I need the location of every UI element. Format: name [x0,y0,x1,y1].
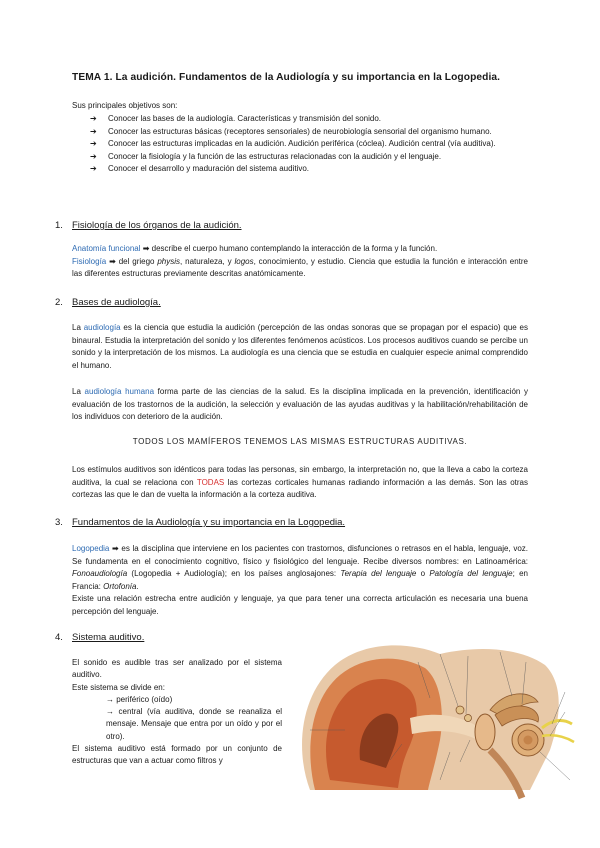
section-1-body: Anatomía funcional ➡ describe el cuerpo humano contemplando la interacción de la forma y la función. Fisiología ➡ del griego physis, naturaleza, y logos, conocimiento, y estudio. Ciencia que estudia la función e interacción entre las diferentes estructuras previamente descritas anatómicamente. [72,244,528,278]
section-3-para-1: Logopedia ➡ es la disciplina que interviene en los pacientes con trastornos, disfunciones o retrasos en el habla, lenguaje, voz. Se fundamenta en el conocimiento cognitivo, físico y fisiológico del lenguaje. Recibe diversos nombres: en Latinoamérica: Fonoaudiología (Logopedia + Audiología); en los países anglosajones: Terapia del lenguaje o Patología del lenguaje; en Francia: Ortofonía. Existe una relación estrecha entre audición y lenguaje, ya que para tener una correcta articulación es necesaria una buena percepción del lenguaje. [72,544,529,616]
term-audiologia-humana: audiología humana [84,387,155,396]
list-item: ➔ Conocer las estructuras implicadas en la audición. Audición periférica (cóclea). Audición central (vía auditiva). [90,138,530,151]
page-title: TEMA 1. La audición. Fundamentos de la Audiología y su importancia en la Logopedia. [72,72,501,83]
term-fisiologia: Fisiología [72,256,107,266]
term-anatomia: Anatomía funcional [72,244,141,253]
section-4-body: El sonido es audible tras ser analizado por el sistema auditivo. Este sistema se divide en: → periférico (oído) → central (vía auditiva, donde se reanaliza el mensaje. Mensaje que entra por un oído y por el otro). El sistema auditivo está formado por un conjunto de estructuras que van a actuar como filtros y [72,658,282,766]
term-audiologia: audiología [83,323,121,332]
section-2-heading: 2. Bases de audiología. [55,297,161,308]
section-3-heading: 3. Fundamentos de la Audiología y su importancia en la Logopedia. [55,517,346,528]
section-3-para-2: Existe una relación estrecha entre audición y lenguaje, ya que para tener una correcta articulación es necesaria una buena percepción del lenguaje. [72,594,528,616]
term-logopedia: Logopedia [72,544,110,553]
arrow-icon: ➡ [112,544,119,553]
objectives-intro: Sus principales objetivos son: [72,101,178,110]
arrow-icon: ➡ [142,244,150,253]
highlight-todas: TODAS [196,477,225,487]
section-2-para-2: La audiología humana forma parte de las ciencias de la salud. Es la disciplina implicada en la prevención, identificación y evaluación de los trastornos de la audición, la selección y evaluación de las ayudas auditivas y la habilitación/rehabilitación de los individuos con deterioro de la audición. [72,387,528,421]
list-item: ➔ Conocer las bases de la audiología. Características y transmisión del sonido. [90,113,530,126]
section-2-para-3: Los estímulos auditivos son idénticos para todas las personas, sin embargo, la interpretación no, que la lleva a cabo la corteza auditiva, la cual se relaciona con TODAS las cortezas corticales humanas radiando información a las demás. Son las otras cortezas las que le dan de vuelta la información a la corteza auditiva. [72,465,529,499]
objectives-list [90,113,530,176]
caps-statement: TODOS LOS MAMÍFEROS TENEMOS LAS MISMAS ESTRUCTURAS AUDITIVAS. [132,437,468,446]
section-2-para-1: La audiología es la ciencia que estudia la audición (percepción de las ondas sonoras que se propagan por el espacio) que es binaural. Estudia la interpretación del sonido y los diferentes fenómenos acústicos. Los procesos auditivos cuando se percibe un sonido y la interpretación de los mismos. La audiología es una ciencia que se estudia en cualquier especie animal comprendido el humano. [72,323,528,370]
list-item: ➔ Conocer las estructuras básicas (receptores sensoriales) de neurobiología sensorial del organismo humano. [90,126,530,139]
arrow-icon: ➡ [109,256,116,266]
ear-anatomy-illustration [290,640,590,800]
list-item: ➔ Conocer el desarrollo y maduración del sistema auditivo. [90,163,530,176]
list-item: ➔ Conocer la fisiología y la función de las estructuras relacionadas con la audición y el lenguaje. [90,151,530,164]
section-4-heading: 4. Sistema auditivo. [55,632,145,643]
section-1-heading: 1. Fisiología de los órganos de la audición. [55,220,242,231]
